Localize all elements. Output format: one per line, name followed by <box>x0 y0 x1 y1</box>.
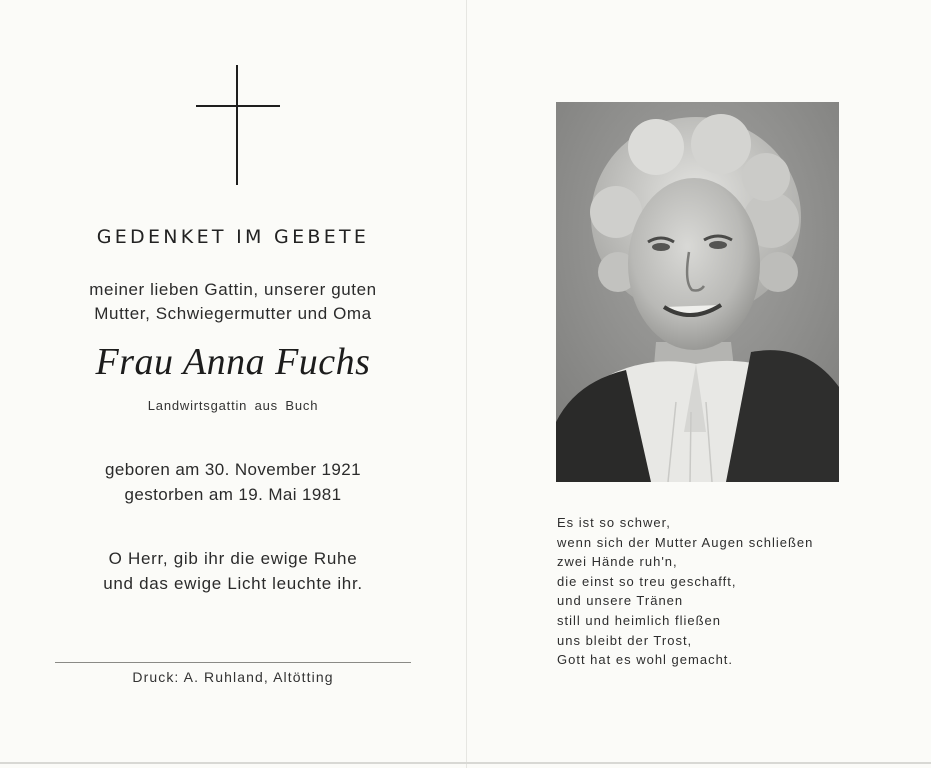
portrait-photo <box>556 102 839 482</box>
poem-line: wenn sich der Mutter Augen schließen <box>557 534 814 550</box>
poem <box>557 513 897 670</box>
divider <box>55 662 411 663</box>
prayer-line: O Herr, gib ihr die ewige Ruhe <box>108 549 358 568</box>
portrait-illustration <box>556 102 839 482</box>
poem-line: die einst so treu geschafft, <box>557 573 737 589</box>
printer-credit: Druck: A. Ruhland, Altötting <box>132 669 334 685</box>
card-bottom-edge <box>0 762 931 764</box>
intro-line: Mutter, Schwiegermutter und Oma <box>94 304 372 323</box>
poem-line: und unsere Tränen <box>557 593 684 609</box>
death-date: gestorben am 19. Mai 1981 <box>124 485 342 504</box>
intro-line: meiner lieben Gattin, unserer guten <box>89 280 377 299</box>
poem-line: zwei Hände ruh'n, <box>557 554 678 570</box>
poem-line: Es ist so schwer, <box>557 515 671 530</box>
cross-vertical-bar <box>236 65 238 185</box>
card-fold <box>466 0 467 768</box>
life-dates <box>0 457 466 507</box>
poem-line: uns bleibt der Trost, <box>557 632 693 648</box>
birth-date: geboren am 30. November 1921 <box>105 460 361 479</box>
occupation: Landwirtsgattin aus Buch <box>147 398 319 413</box>
poem-line: Gott hat es wohl gemacht. <box>557 652 734 668</box>
deceased-name: Frau Anna Fuchs <box>95 341 371 383</box>
heading: GEDENKET IM GEBETE <box>96 226 370 248</box>
prayer <box>0 546 466 596</box>
prayer-line: und das ewige Licht leuchte ihr. <box>103 574 363 593</box>
cross-icon <box>196 65 280 185</box>
intro-text <box>0 278 466 326</box>
poem-line: still und heimlich fließen <box>557 612 722 628</box>
cross-horizontal-bar <box>196 105 280 107</box>
